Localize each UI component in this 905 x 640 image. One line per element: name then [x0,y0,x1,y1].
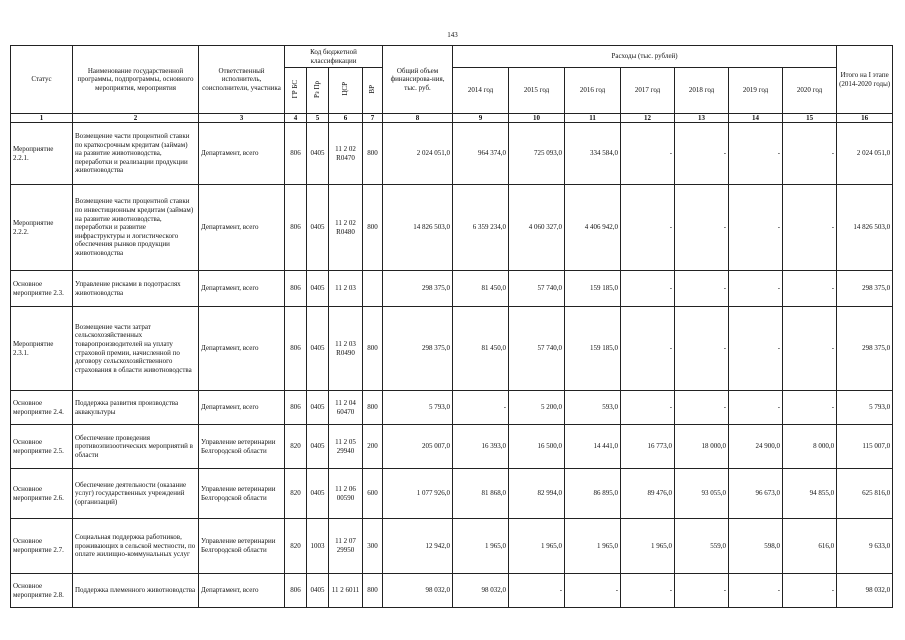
row-year-value: - [729,391,783,425]
table-row [11,469,893,519]
table-row [11,307,893,391]
row-itogo: 14 826 503,0 [837,185,893,271]
header-total: Общий объем финансирова-ния, тыс. руб. [383,46,453,114]
row-year-value: 159 185,0 [565,307,621,391]
row-year-value: 6 359 234,0 [453,185,509,271]
header-name: Наименование государственной программы, подпрограммы, основного мероприятия, мероприятия [73,46,199,114]
header-year: 2020 год [783,68,837,114]
row-year-value: 559,0 [675,519,729,574]
row-year-value: - [621,307,675,391]
row-name: Управление рисками в подотраслях животноводства [73,271,199,307]
row-year-value: 18 000,0 [675,425,729,469]
row-year-value: - [675,185,729,271]
row-name: Обеспечение проведения противоэпизоотических мероприятий в области [73,425,199,469]
row-name: Возмещение части процентной ставки по инвестиционным кредитам (займам) на развитие животноводства, переработки и развитие инфраструктуры и логистического обеспечения рынков продукции животноводства [73,185,199,271]
row-vr: 800 [363,307,383,391]
col-number: 2 [73,114,199,123]
col-number: 15 [783,114,837,123]
row-grbs: 820 [285,425,307,469]
table-row [11,519,893,574]
row-year-value: 1 965,0 [453,519,509,574]
row-status: Мероприятие 2.3.1. [11,307,73,391]
row-csr: 11 2 02 R0470 [329,123,363,185]
row-year-value: 16 500,0 [509,425,565,469]
row-status: Мероприятие 2.2.1. [11,123,73,185]
col-number: 4 [285,114,307,123]
header-year: 2019 год [729,68,783,114]
row-status: Основное мероприятие 2.3. [11,271,73,307]
row-year-value: 159 185,0 [565,271,621,307]
table-row [11,425,893,469]
row-year-value: 81 450,0 [453,271,509,307]
row-year-value: 93 055,0 [675,469,729,519]
row-year-value: 964 374,0 [453,123,509,185]
row-year-value: - [783,185,837,271]
row-year-value: - [729,123,783,185]
row-name: Возмещение части процентной ставки по краткосрочным кредитам (займам) на развитие животноводства, переработки и реализации продукции животноводства [73,123,199,185]
row-itogo: 2 024 051,0 [837,123,893,185]
row-year-value: 16 393,0 [453,425,509,469]
row-rzpr: 1003 [307,519,329,574]
row-grbs: 806 [285,307,307,391]
row-name: Обеспечение деятельности (оказание услуг) государственных учреждений (организаций) [73,469,199,519]
header-year: 2015 год [509,68,565,114]
row-total: 5 793,0 [383,391,453,425]
row-year-value: 598,0 [729,519,783,574]
row-year-value: 8 000,0 [783,425,837,469]
table-row [11,271,893,307]
row-rzpr: 0405 [307,271,329,307]
row-status: Основное мероприятие 2.6. [11,469,73,519]
row-responsible: Управление ветеринарии Белгородской области [199,519,285,574]
row-grbs: 820 [285,469,307,519]
col-number: 12 [621,114,675,123]
row-status: Мероприятие 2.2.2. [11,185,73,271]
header-vr: ВР [363,68,383,114]
row-year-value: - [565,574,621,608]
row-year-value: - [729,271,783,307]
row-itogo: 115 007,0 [837,425,893,469]
row-year-value: 94 855,0 [783,469,837,519]
row-total: 14 826 503,0 [383,185,453,271]
row-year-value: - [621,185,675,271]
row-responsible: Департамент, всего [199,185,285,271]
row-year-value: 98 032,0 [453,574,509,608]
row-year-value: 593,0 [565,391,621,425]
row-name: Поддержка развития производства аквакультуры [73,391,199,425]
row-year-value: 82 994,0 [509,469,565,519]
row-year-value: - [509,574,565,608]
row-year-value: 96 673,0 [729,469,783,519]
header-csr: ЦСР [329,68,363,114]
row-year-value: 14 441,0 [565,425,621,469]
row-itogo: 5 793,0 [837,391,893,425]
row-year-value: 4 060 327,0 [509,185,565,271]
row-rzpr: 0405 [307,307,329,391]
row-rzpr: 0405 [307,425,329,469]
col-number: 14 [729,114,783,123]
row-csr: 11 2 02 R0480 [329,185,363,271]
row-year-value: - [783,307,837,391]
row-year-value: - [621,271,675,307]
row-status: Основное мероприятие 2.7. [11,519,73,574]
row-responsible: Департамент, всего [199,574,285,608]
row-csr: 11 2 06 00590 [329,469,363,519]
row-total: 98 032,0 [383,574,453,608]
col-number: 3 [199,114,285,123]
row-csr: 11 2 03 R0490 [329,307,363,391]
row-name: Социальная поддержка работников, проживающих в сельской местности, по оплате жилищно-коммунальных услуг [73,519,199,574]
row-csr: 11 2 05 29940 [329,425,363,469]
row-grbs: 806 [285,271,307,307]
row-responsible: Департамент, всего [199,123,285,185]
header-responsible: Ответственный исполнитель, соисполнители, участника [199,46,285,114]
row-year-value: 5 200,0 [509,391,565,425]
row-year-value: 1 965,0 [621,519,675,574]
row-year-value: 89 476,0 [621,469,675,519]
row-itogo: 298 375,0 [837,271,893,307]
row-responsible: Управление ветеринарии Белгородской области [199,425,285,469]
row-total: 2 024 051,0 [383,123,453,185]
row-rzpr: 0405 [307,469,329,519]
row-responsible: Департамент, всего [199,391,285,425]
row-vr [363,271,383,307]
row-year-value: - [729,307,783,391]
row-year-value: 616,0 [783,519,837,574]
row-year-value: 24 900,0 [729,425,783,469]
row-year-value: 57 740,0 [509,271,565,307]
row-rzpr: 0405 [307,391,329,425]
col-number: 10 [509,114,565,123]
row-total: 12 942,0 [383,519,453,574]
row-itogo: 9 633,0 [837,519,893,574]
col-number: 1 [11,114,73,123]
header-year: 2018 год [675,68,729,114]
col-number: 7 [363,114,383,123]
row-year-value: - [729,574,783,608]
row-rzpr: 0405 [307,185,329,271]
row-year-value: - [675,123,729,185]
row-year-value: - [621,391,675,425]
row-responsible: Департамент, всего [199,271,285,307]
row-vr: 800 [363,123,383,185]
table-row [11,185,893,271]
row-year-value: 1 965,0 [565,519,621,574]
row-vr: 800 [363,574,383,608]
row-total: 298 375,0 [383,271,453,307]
col-number: 16 [837,114,893,123]
row-year-value: 81 868,0 [453,469,509,519]
budget-table [10,45,893,608]
row-year-value: - [783,574,837,608]
row-csr: 11 2 04 60470 [329,391,363,425]
row-status: Основное мероприятие 2.8. [11,574,73,608]
row-grbs: 806 [285,185,307,271]
row-name: Возмещение части затрат сельскохозяйственных товаропроизводителей на уплату страховой премии, начисленной по договору сельскохозяйственного страхования в области животноводства [73,307,199,391]
row-year-value: 725 093,0 [509,123,565,185]
row-year-value: - [783,391,837,425]
row-total: 298 375,0 [383,307,453,391]
row-year-value: 16 773,0 [621,425,675,469]
row-vr: 300 [363,519,383,574]
row-itogo: 98 032,0 [837,574,893,608]
header-rzpr: Рз Пр [307,68,329,114]
row-year-value: - [621,574,675,608]
row-grbs: 806 [285,123,307,185]
header-status: Статус [11,46,73,114]
row-name: Поддержка племенного животноводства [73,574,199,608]
row-rzpr: 0405 [307,123,329,185]
col-number: 11 [565,114,621,123]
row-year-value: - [675,391,729,425]
row-status: Основное мероприятие 2.5. [11,425,73,469]
row-year-value: - [453,391,509,425]
col-number: 5 [307,114,329,123]
header-expenses: Расходы (тыс. рублей) [453,46,837,68]
row-year-value: - [783,123,837,185]
row-year-value: 81 450,0 [453,307,509,391]
row-year-value: - [675,307,729,391]
row-grbs: 806 [285,391,307,425]
header-grbs: ГР БС [285,68,307,114]
table-row [11,123,893,185]
row-vr: 600 [363,469,383,519]
row-year-value: - [621,123,675,185]
row-total: 205 007,0 [383,425,453,469]
row-itogo: 298 375,0 [837,307,893,391]
row-vr: 800 [363,185,383,271]
col-number: 6 [329,114,363,123]
row-responsible: Департамент, всего [199,307,285,391]
row-year-value: - [675,574,729,608]
row-vr: 200 [363,425,383,469]
row-year-value: 86 895,0 [565,469,621,519]
row-year-value: 4 406 942,0 [565,185,621,271]
row-grbs: 820 [285,519,307,574]
row-vr: 800 [363,391,383,425]
col-number: 8 [383,114,453,123]
row-itogo: 625 816,0 [837,469,893,519]
table-row [11,574,893,608]
row-year-value: - [729,185,783,271]
row-year-value: 334 584,0 [565,123,621,185]
row-year-value: - [675,271,729,307]
row-csr: 11 2 07 29950 [329,519,363,574]
row-responsible: Управление ветеринарии Белгородской области [199,469,285,519]
row-grbs: 806 [285,574,307,608]
row-csr: 11 2 6011 [329,574,363,608]
row-total: 1 077 926,0 [383,469,453,519]
header-year: 2014 год [453,68,509,114]
page-number: 143 [447,31,458,39]
col-number: 9 [453,114,509,123]
table-row [11,391,893,425]
header-itogo: Итого на I этапе (2014-2020 годы) [837,46,893,114]
row-rzpr: 0405 [307,574,329,608]
row-status: Основное мероприятие 2.4. [11,391,73,425]
row-year-value: - [783,271,837,307]
header-year: 2017 год [621,68,675,114]
col-number: 13 [675,114,729,123]
row-year-value: 1 965,0 [509,519,565,574]
header-year: 2016 год [565,68,621,114]
row-year-value: 57 740,0 [509,307,565,391]
header-code-group: Код бюджетной классификации [285,46,383,68]
row-csr: 11 2 03 [329,271,363,307]
